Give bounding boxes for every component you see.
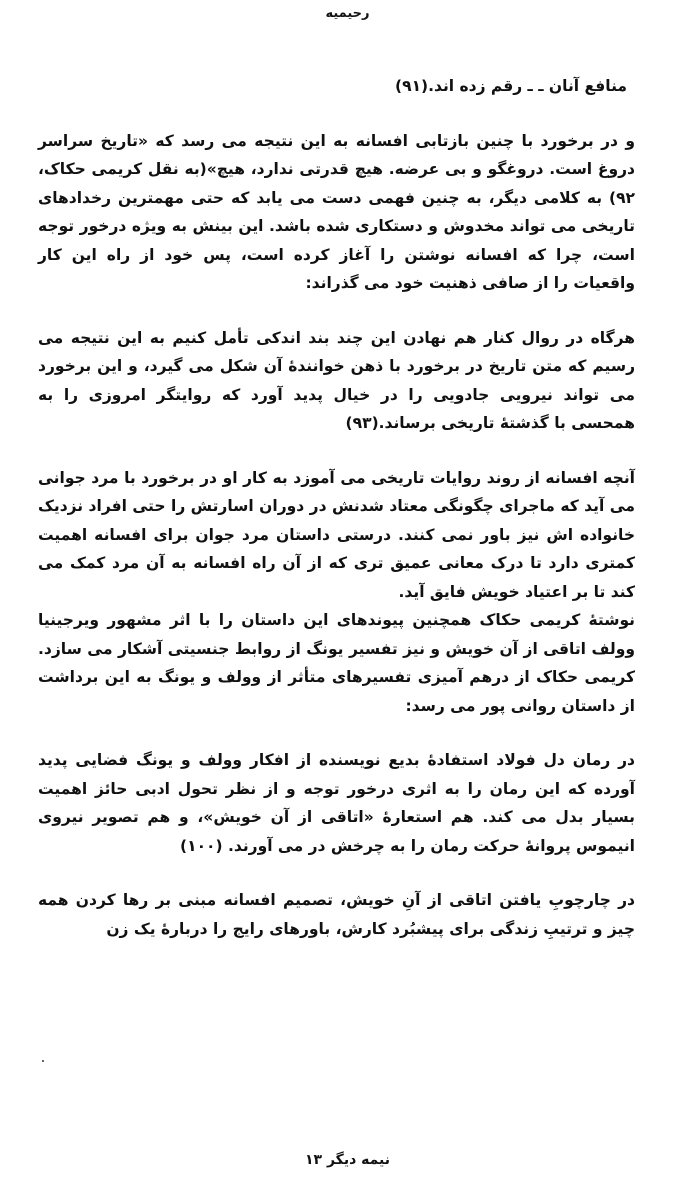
paragraph-1: منافع آنان ـ ـ رقم زده اند.(۹۱): [395, 77, 627, 95]
block-quote-1: هرگاه در روال کنار هم نهادن این چند بند اندکی تأمل کنیم به این نتیجه می رسیم که متن تاریخ در برخورد با ذهن خوانندهٔ آن شکل می گیرد، و این برخورد می تواند نیرویی جادویی را در خیال پدید آورد که روایتگر امروزی را به همحسی با گذشتهٔ تاریخی برساند.(۹۳): [38, 328, 635, 432]
page-footer: نیمه دیگر ۱۳: [305, 1152, 390, 1168]
paragraph-4: نوشتهٔ کریمی حکاک همچنین پیوندهای این داستان را با اثر مشهور ویرجینیا وولف اتاقی از آن خویش و نیز تفسیر یونگ از روابط جنسیتی آشکار می سازد. کریمی حکاک از درهم آمیزی تفسیرهای متأثر از وولف و یونگ به این برداشت از داستان روانی پور می رسد:: [38, 611, 635, 715]
block-quote-2: در رمان دل فولاد استفادهٔ بدیع نویسنده از افکار وولف و یونگ فضایی پدید آورده که این رمان را به اثری درخور توجه و از نظر تحول ادبی حائز اهمیت بسیار بدل می کند. هم استعارهٔ «اتاقی از آن خویش»، و هم تصویر نیروی انیموس پروانهٔ حرکت رمان را به چرخش در می آورند. (۱۰۰): [38, 751, 635, 855]
paragraph-2: و در برخورد با چنین بازتابی افسانه به این نتیجه می رسد که «تاریخ سراسر دروغ است. دروغگو و بی عرضه. هیچ قدرتی ندارد، هیچ»(به نقل کریمی حکاک، ۹۲) به کلامی دیگر، به چنین فهمی دست می یابد که حتی مهمترین رخدادهای تاریخی می تواند مخدوش و دستکاری شده باشد. این بینش به ویژه درخور توجه است، چرا که افسانه نوشتن را آغاز کرده است، پس خود از راه این کار واقعیات را از صافی ذهنیت خود می گذراند:: [38, 131, 635, 292]
paragraph-3: آنچه افسانه از روند روایات تاریخی می آموزد به کار او در برخورد با مرد جوانی می آید که ماجرای چگونگی معتاد شدنش در دوران اسارتش را حتی افراد نزدیک خانواده اش نیز باور نمی کنند. درستی داستان مرد جوان برای افسانه اهمیت کمتری دارد تا درک معانی عمیق تری که از آن راه افسانه به آن مرد کمک می کند تا بر اعتیاد خویش فایق آید.: [38, 468, 635, 601]
scan-speck: [42, 1060, 44, 1062]
body-text: [38, 72, 635, 943]
paragraph-5: در چارچوبِ یافتن اتاقی از آنِ خویش، تصمیم افسانه مبنی بر رها کردن همه چیز و ترتیبِ زندگی برای پیشبُرد کارش، باورهای رایج را دربارهٔ یک زن: [38, 891, 635, 938]
running-header: رحیمیه: [325, 6, 370, 21]
